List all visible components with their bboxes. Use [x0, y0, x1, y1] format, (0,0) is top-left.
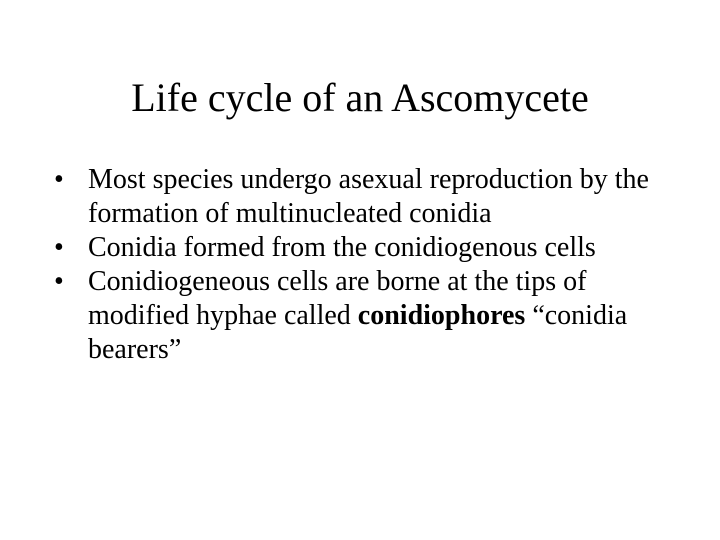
slide-title: Life cycle of an Ascomycete [131, 75, 589, 120]
list-item [54, 163, 694, 231]
bold-term: conidiophores [357, 300, 526, 331]
bullet-icon: • [54, 164, 64, 195]
bullet-text [88, 266, 627, 365]
bullet-text: Most species undergo asexual reproduction by the formation of multinucleated conidia [88, 164, 649, 229]
bullet-icon: • [54, 232, 64, 263]
bullet-text-lead: Conidiogeneous cells are borne at the tips of modified hyphae called [88, 266, 587, 331]
bullet-text-tail: “conidia bearers” [88, 300, 628, 365]
bullet-list [54, 163, 694, 367]
list-item [54, 265, 694, 367]
bullet-icon: • [54, 266, 64, 297]
bullet-text: Conidia formed from the conidiogenous cells [88, 232, 596, 263]
list-item [54, 231, 694, 265]
